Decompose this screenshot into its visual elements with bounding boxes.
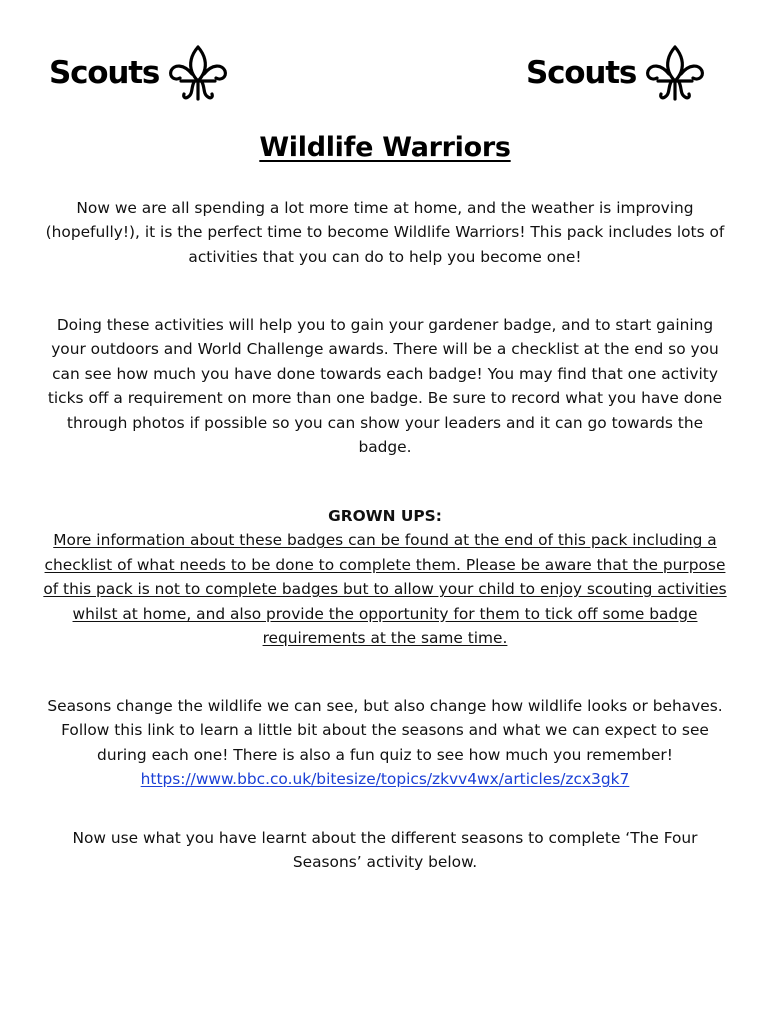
- closing-paragraph: Now use what you have learnt about the different seasons to complete ‘The Four Seasons’ activity below.: [72, 829, 698, 872]
- intro-paragraph: Now we are all spending a lot more time at home, and the weather is improving (hopefully!), it is the perfect time to become Wildlife Warriors! This pack includes lots of activities that you can do to help you become one!: [45, 199, 725, 266]
- scouts-logo-left: [49, 44, 229, 102]
- badges-paragraph: Doing these activities will help you to gain your gardener badge, and to start gaining your outdoors and World Challenge awards. There will be a checklist at the end so you can see how much you have done towards each badge! You may find that one activity ticks off a requirement on more than one badge. Be sure to record what you have done through photos if possible so you can show your leaders and it can go towards the badge.: [47, 316, 723, 457]
- bbc-bitesize-link[interactable]: https://www.bbc.co.uk/bitesize/topics/zkvv4wx/articles/zcx3gk7: [140, 770, 630, 789]
- grown-ups-heading: GROWN UPS:: [328, 507, 442, 525]
- grown-ups-note: More information about these badges can be found at the end of this pack including a checklist of what needs to be done to complete them. Please be aware that the purpose of this pack is not to complete badges but to allow your child to enjoy scouting activities whilst at home, and also provide the opportunity for them to tick off some badge requirements at the same time.: [43, 531, 727, 648]
- scouts-logo-wordmark: Scouts: [526, 54, 637, 91]
- seasons-paragraph: [40, 694, 730, 792]
- fleur-de-lis-icon: [644, 44, 706, 102]
- seasons-text: Seasons change the wildlife we can see, but also change how wildlife looks or behaves. Follow this link to learn a little bit about the seasons and what we can expect to see during each one! There is also a fun quiz to see how much you remember!: [47, 697, 723, 764]
- scouts-logo-right: [526, 44, 706, 102]
- scouts-logo-wordmark: Scouts: [49, 54, 160, 91]
- grown-ups-section: [40, 504, 730, 650]
- fleur-de-lis-icon: [167, 44, 229, 102]
- page-title: Wildlife Warriors: [259, 132, 511, 164]
